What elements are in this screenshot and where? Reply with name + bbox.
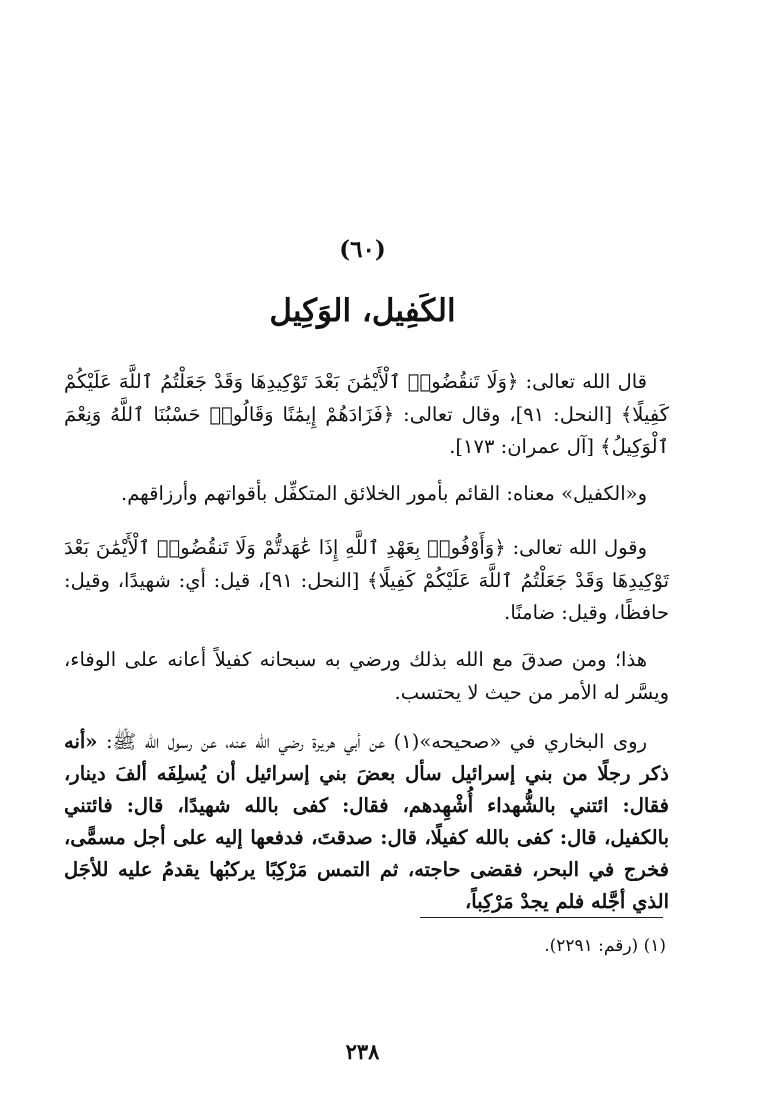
hadith-intro: روى البخاري في «صحيحه»(١) عن أبي هريرة رضي الله عنه، عن رسول الله ﷺ: — [97, 730, 648, 753]
page-number: ٢٣٨ — [345, 1039, 380, 1064]
paragraph-text: و«الكفيل» معناه: القائم بأمور الخلائق المتكفِّل بأقواتهم وأرزاقهم. — [121, 482, 647, 505]
footnote-divider — [420, 917, 663, 918]
paragraph-interpretation — [64, 532, 669, 630]
chapter-title: الكَفِيل، الوَكِيل — [269, 293, 456, 329]
chapter-number: (٦٠) — [339, 236, 386, 263]
paragraph-text: وقول الله تعالى: ﴿وَأَوْفُوا۟ بِعَهْدِ ٱللَّهِ إِذَا عَٰهَدتُّمْ وَلَا تَنقُضُوا۟ ٱلْأَيْمَٰنَ بَعْدَ تَوْكِيدِهَا وَقَدْ جَعَلْتُمُ ٱللَّهَ عَلَيْكُمْ كَفِيلًا﴾ [النحل: ٩١]، قيل: أي: شهيدًا، وقيل: حافظًا، وقيل: ضامنًا. — [64, 536, 670, 624]
paragraph-hadith — [64, 726, 669, 918]
paragraph-commentary — [64, 644, 669, 709]
footnote: (١) (رقم: ٢٢٩١). — [544, 936, 666, 956]
paragraph-text: قال الله تعالى: ﴿وَلَا تَنقُضُوا۟ ٱلْأَيْمَٰنَ بَعْدَ تَوْكِيدِهَا وَقَدْ جَعَلْتُمُ ٱللَّهَ عَلَيْكُمْ كَفِيلًا﴾ [النحل: ٩١]، وقال تعالى: ﴿فَزَادَهُمْ إِيمَٰنًا وَقَالُوا۟ حَسْبُنَا ٱللَّهُ وَنِعْمَ ٱلْوَكِيلُ﴾ [آل عمران: ١٧٣]. — [64, 370, 669, 458]
hadith-text: «أنه ذكر رجلًا من بني إسرائيل سأل بعضَ بني إسرائيل أن يُسلِفَه ألفَ دينار، فقال: ائتني بالشُّهداء أُشْهِدهم، فقال: كفى بالله شهيدًا، قال: فائتني بالكفيل، قال: كفى بالله كفيلًا، قال: صدقتَ، فدفعها إليه على أجل مسمًّى، فخرج في البحر، فقضى حاجته، ثم التمس مَرْكِبًا يركبُها يقدمُ عليه للأجَل الذي أجَّله فلم يجدْ مَرْكِباً، — [64, 730, 669, 913]
paragraph-verses — [64, 366, 669, 464]
paragraph-text — [64, 726, 669, 918]
paragraph-meaning — [64, 478, 669, 511]
paragraph-text: هذا؛ ومن صدقَ مع الله بذلك ورضي به سبحانه كفيلاً أعانه على الوفاء، ويسَّر له الأمر من حيث لا يحتسب. — [64, 648, 669, 704]
